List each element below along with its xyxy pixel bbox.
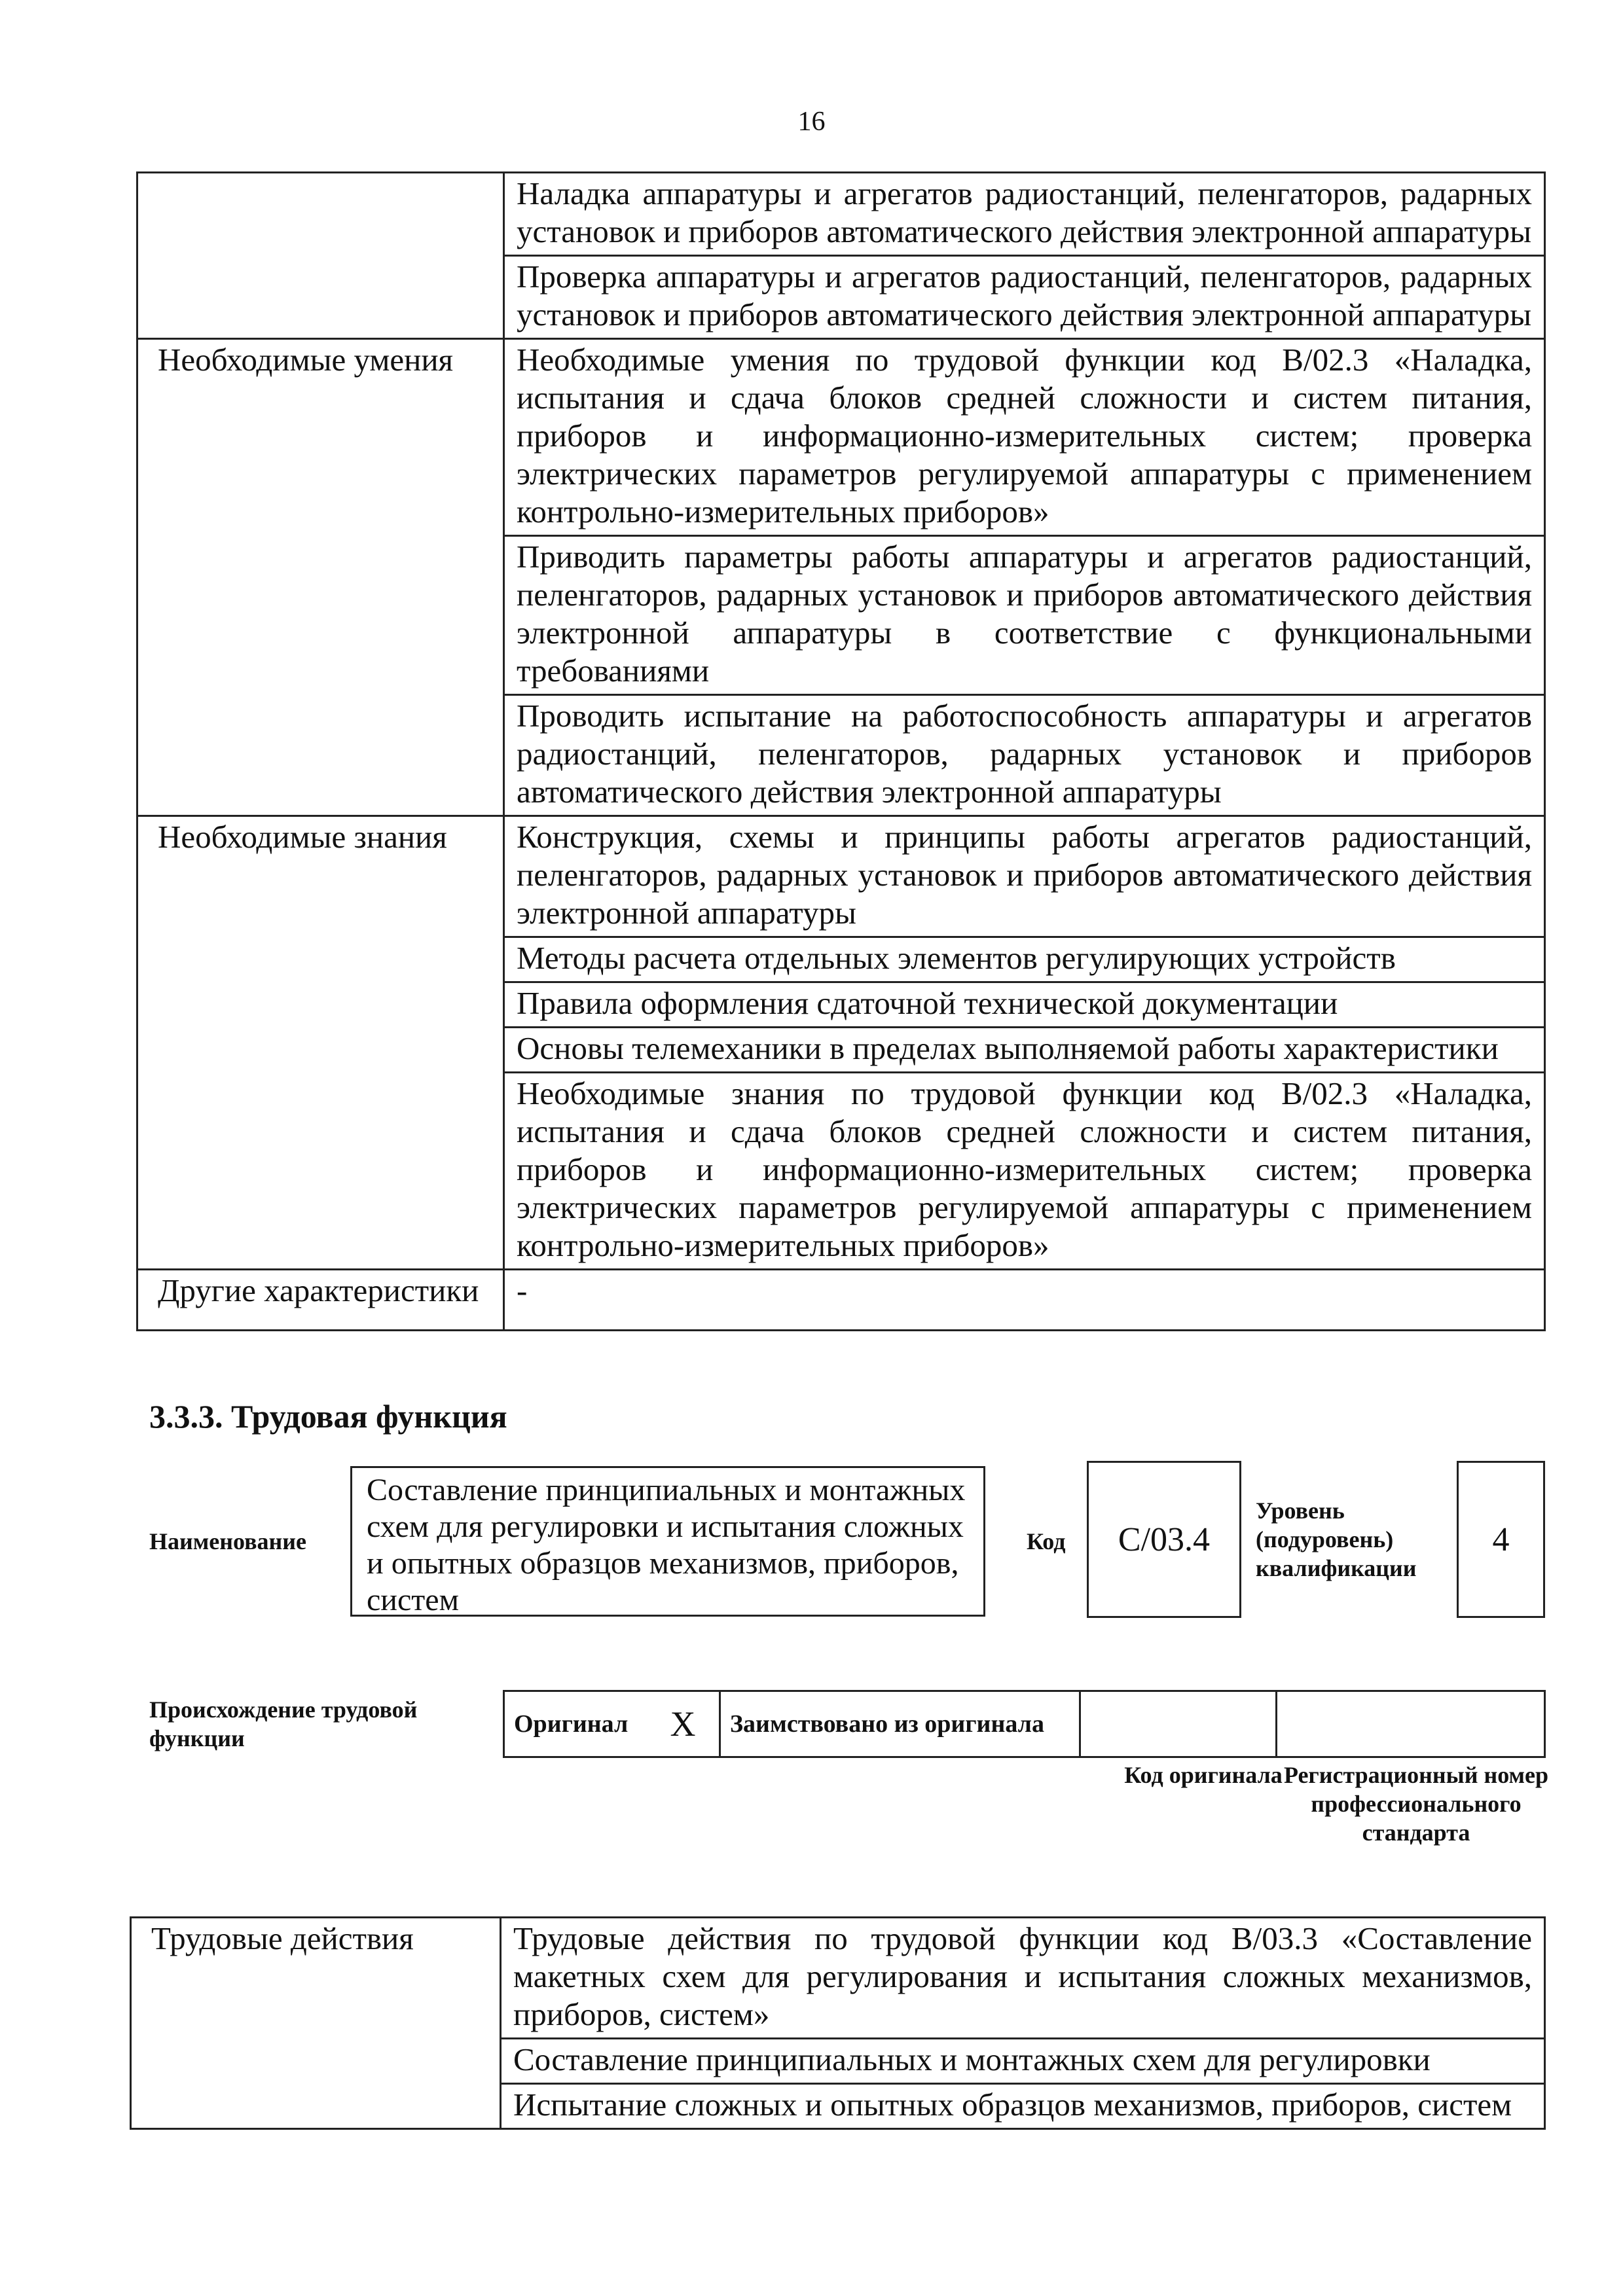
table-row bbox=[137, 173, 1545, 256]
origin-label: Происхождение трудовой функции bbox=[149, 1696, 418, 1751]
code-label: Код bbox=[1027, 1528, 1066, 1554]
section-title: 3.3.3. Трудовая функция bbox=[149, 1398, 507, 1435]
skills-label: Необходимые умения bbox=[137, 339, 504, 816]
knowledge-label: Необходимые знания bbox=[137, 816, 504, 1270]
table-row bbox=[137, 816, 1545, 937]
table-cell: Конструкция, схемы и принципы работы агрегатов радиостанций, пеленгаторов, радарных установок и приборов автоматического действия электронной аппаратуры bbox=[504, 816, 1545, 937]
table-cell: Методы расчета отдельных элементов регулирующих устройств bbox=[504, 937, 1545, 982]
level-box: 4 bbox=[1457, 1461, 1545, 1618]
table-row bbox=[504, 1691, 1545, 1757]
continued-label-cell bbox=[137, 173, 504, 339]
original-label: Оригинал bbox=[504, 1691, 661, 1757]
table-cell: Наладка аппаратуры и агрегатов радиостанций, пеленгаторов, радарных установок и приборов автоматического действия электронной аппаратуры bbox=[504, 173, 1545, 256]
function-name-box: Составление принципиальных и монтажных схем для регулировки и испытания сложных и опытных образцов механизмов, приборов, систем bbox=[350, 1466, 985, 1617]
requirements-table bbox=[136, 171, 1546, 1331]
table-cell: Составление принципиальных и монтажных схем для регулировки bbox=[501, 2039, 1545, 2084]
code-original-label: Код оригинала bbox=[1124, 1762, 1283, 1788]
table-row bbox=[137, 339, 1545, 536]
table-row bbox=[131, 1918, 1545, 2039]
reg-number-cell bbox=[1277, 1691, 1545, 1757]
table-cell: Необходимые знания по трудовой функции код B/02.3 «Наладка, испытания и сдача блоков средней сложности и систем питания, приборов и информационно-измерительных систем; проверка электрических параметров регулируемой аппаратуры с применением контрольно-измерительных приборов» bbox=[504, 1073, 1545, 1270]
origin-table bbox=[503, 1690, 1546, 1758]
table-cell: Правила оформления сдаточной технической документации bbox=[504, 982, 1545, 1028]
name-label: Наименование bbox=[149, 1528, 306, 1554]
table-cell: Проводить испытание на работоспособность аппаратуры и агрегатов радиостанций, пеленгаторов, радарных установок и приборов автоматического действия электронной аппаратуры bbox=[504, 695, 1545, 816]
table-cell: Приводить параметры работы аппаратуры и агрегатов радиостанций, пеленгаторов, радарных установок и приборов автоматического действия электронной аппаратуры в соответствие с функциональными требованиями bbox=[504, 536, 1545, 695]
other-label: Другие характеристики bbox=[137, 1270, 504, 1331]
borrowed-label: Заимствовано из оригинала bbox=[720, 1691, 1080, 1757]
table-cell: Необходимые умения по трудовой функции код B/02.3 «Наладка, испытания и сдача блоков средней сложности и систем питания, приборов и информационно-измерительных систем; проверка электрических параметров регулируемой аппаратуры с применением контрольно-измерительных приборов» bbox=[504, 339, 1545, 536]
table-cell: - bbox=[504, 1270, 1545, 1331]
actions-label: Трудовые действия bbox=[131, 1918, 501, 2129]
table-row bbox=[137, 1270, 1545, 1331]
page-number: 16 bbox=[797, 107, 826, 137]
table-cell: Испытание сложных и опытных образцов механизмов, приборов, систем bbox=[501, 2084, 1545, 2129]
function-code-box: C/03.4 bbox=[1087, 1461, 1241, 1618]
level-label: Уровень (подуровень) квалификации bbox=[1256, 1498, 1417, 1581]
code-original-cell bbox=[1080, 1691, 1277, 1757]
actions-table bbox=[130, 1916, 1546, 2130]
reg-number-label: Регистрационный номер профессионального стандарта bbox=[1283, 1762, 1549, 1846]
table-cell: Основы телемеханики в пределах выполняемой работы характеристики bbox=[504, 1028, 1545, 1073]
table-cell: Проверка аппаратуры и агрегатов радиостанций, пеленгаторов, радарных установок и приборов автоматического действия электронной аппаратуры bbox=[504, 256, 1545, 339]
table-cell: Трудовые действия по трудовой функции код B/03.3 «Составление макетных схем для регулирования и испытания сложных механизмов, приборов, систем» bbox=[501, 1918, 1545, 2039]
original-mark: X bbox=[661, 1691, 720, 1757]
